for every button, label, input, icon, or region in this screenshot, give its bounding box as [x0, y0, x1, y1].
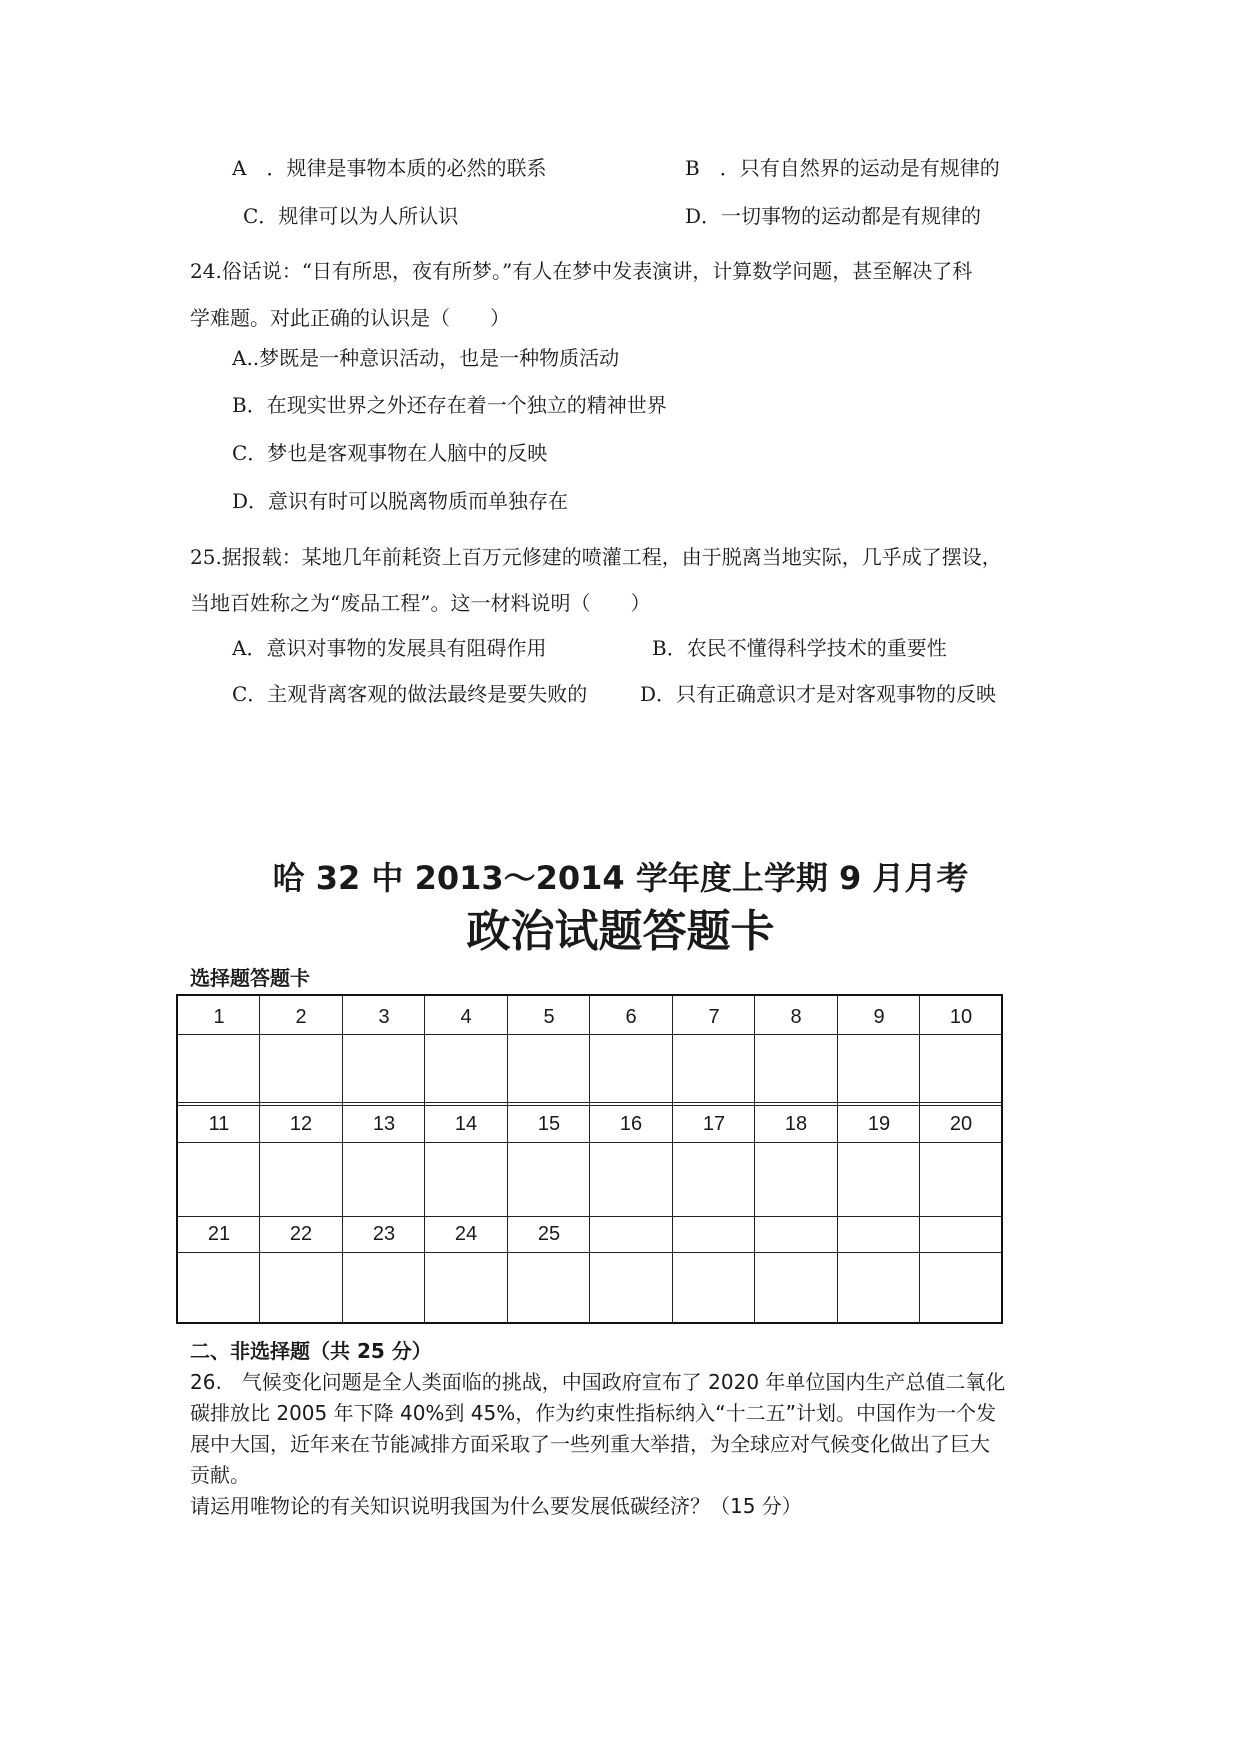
q25-stem-line2: 当地百姓称之为“废品工程”。这一材料说明（ ）	[190, 591, 651, 615]
answer-grid	[176, 994, 1003, 1324]
grid-number: 25	[537, 1223, 561, 1245]
q24-stem-line2: 学难题。对此正确的认识是（ ）	[190, 306, 510, 330]
grid-number: 17	[702, 1113, 726, 1135]
grid-number: 13	[372, 1113, 396, 1135]
q26-prompt: 请运用唯物论的有关知识说明我国为什么要发展低碳经济？（15 分）	[190, 1494, 802, 1518]
q24-option-d: D．意识有时可以脱离物质而单独存在	[232, 489, 569, 513]
grid-number: 22	[289, 1223, 313, 1245]
grid-number: 24	[454, 1223, 478, 1245]
q23-option-c: C．规律可以为人所认识	[243, 204, 459, 228]
q26-line1: 26. 气候变化问题是全人类面临的挑战，中国政府宣布了 2020 年单位国内生产总值二氧化	[190, 1370, 1006, 1394]
grid-number: 1	[213, 1006, 225, 1028]
grid-number: 3	[378, 1006, 390, 1028]
grid-number: 4	[460, 1006, 472, 1028]
q25-option-c: C．主观背离客观的做法最终是要失败的	[232, 682, 588, 706]
grid-number: 10	[949, 1006, 973, 1028]
grid-number: 11	[208, 1113, 230, 1135]
grid-number: 19	[867, 1113, 891, 1135]
grid-number: 23	[372, 1223, 396, 1245]
q24-option-a: A..梦既是一种意识活动，也是一种物质活动	[232, 346, 620, 370]
grid-number: 7	[708, 1006, 720, 1028]
grid-number: 12	[289, 1113, 313, 1135]
grid-number: 5	[543, 1006, 555, 1028]
grid-number: 9	[873, 1006, 885, 1028]
answer-card-subtitle: 政治试题答题卡	[466, 906, 775, 957]
q25-option-a: A．意识对事物的发展具有阻碍作用	[232, 636, 547, 660]
grid-number: 14	[454, 1113, 478, 1135]
grid-number: 20	[949, 1113, 973, 1135]
q26-line3: 展中大国，近年来在节能减排方面采取了一些列重大举措，为全球应对气候变化做出了巨大	[190, 1432, 990, 1456]
q25-option-d: D．只有正确意识才是对客观事物的反映	[640, 682, 997, 706]
q24-option-b: B．在现实世界之外还存在着一个独立的精神世界	[232, 393, 667, 417]
answer-card-title: 哈 32 中 2013～2014 学年度上学期 9 月月考	[272, 859, 969, 897]
q25-option-b: B．农民不懂得科学技术的重要性	[652, 636, 947, 660]
choice-section-label: 选择题答题卡	[190, 966, 310, 990]
q23-option-b: B ．只有自然界的运动是有规律的	[685, 156, 1000, 180]
q26-line2: 碳排放比 2005 年下降 40%到 45%，作为约束性指标纳入“十二五”计划。中国作为一个发	[190, 1401, 996, 1425]
grid-number: 2	[295, 1006, 307, 1028]
q24-stem-line1: 24.俗话说：“日有所思，夜有所梦。”有人在梦中发表演讲，计算数学问题，甚至解决了科	[190, 259, 973, 283]
q23-option-a: A ．规律是事物本质的必然的联系	[232, 156, 547, 180]
grid-number: 18	[784, 1113, 808, 1135]
q26-line4: 贡献。	[190, 1463, 250, 1487]
q25-stem-line1: 25.据报载：某地几年前耗资上百万元修建的喷灌工程，由于脱离当地实际，几乎成了摆设，	[190, 545, 1002, 569]
grid-number: 6	[625, 1006, 637, 1028]
q23-option-d: D．一切事物的运动都是有规律的	[685, 204, 982, 228]
grid-number: 16	[619, 1113, 643, 1135]
part2-heading: 二、非选择题（共 25 分）	[190, 1339, 432, 1363]
grid-number: 21	[207, 1223, 231, 1245]
q24-option-c: C．梦也是客观事物在人脑中的反映	[232, 441, 548, 465]
grid-number: 15	[537, 1113, 561, 1135]
grid-number: 8	[790, 1006, 802, 1028]
